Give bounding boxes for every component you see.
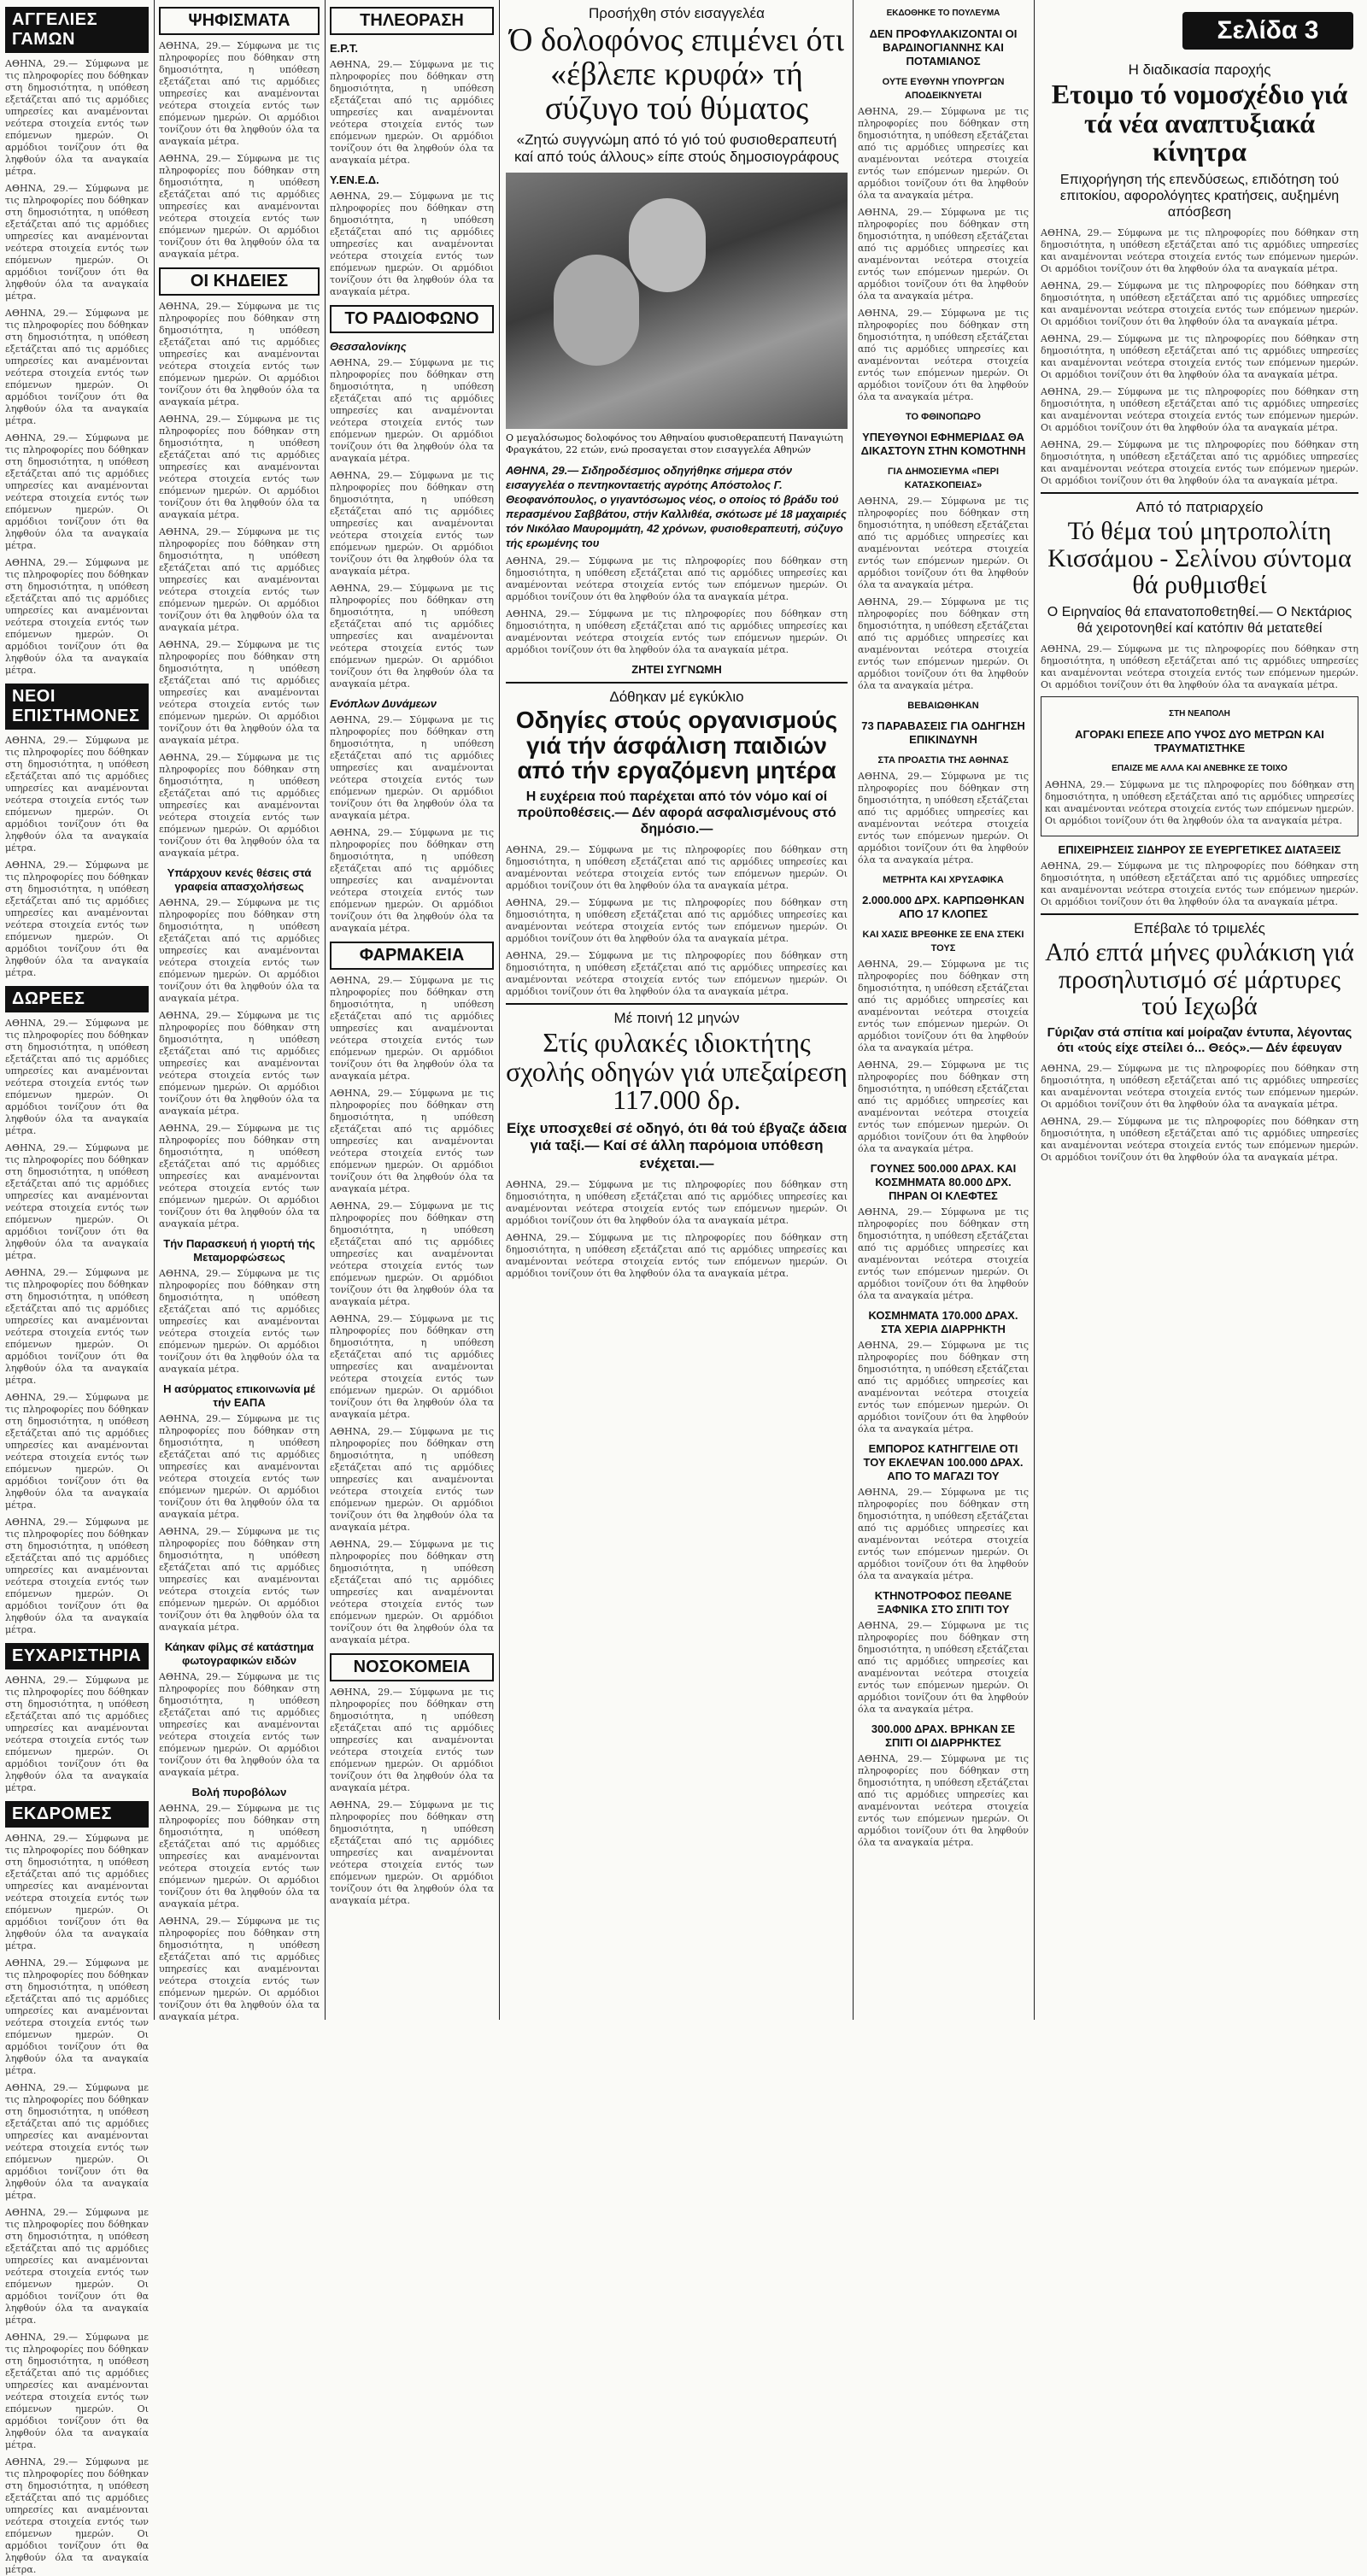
filler-text: ΑΘΗΝΑ, 29.— Σύμφωνα με τις πληροφορίες που δόθηκαν στη δημοσιότητα, η υπόθεση εξετάζεται από τις αρμόδιες υπηρεσίες και αναμένονται νεότερα στοιχεία εντός των επόμενων ημερών. Οι αρμόδιοι τονίζουν ότι θα ληφθούν όλα τα αναγκαία μέτρα. [5,1018,149,1136]
filler-text: ΑΘΗΝΑ, 29.— Σύμφωνα με τις πληροφορίες που δόθηκαν στη δημοσιότητα, η υπόθεση εξετάζεται από τις αρμόδιες υπηρεσίες και αναμένονται νεότερα στοιχεία εντός των επόμενων ημερών. Οι αρμόδιοι τονίζουν ότι θα ληφθούν όλα τα αναγκαία μέτρα. [1045,779,1354,827]
filler-text: ΑΘΗΝΑ, 29.— Σύμφωνα με τις πληροφορίες που δόθηκαν στη δημοσιότητα, η υπόθεση εξετάζεται από τις αρμόδιες υπηρεσίες και αναμένονται νεότερα στοιχεία εντός των επόμενων ημερών. Οι αρμόδιοι τονίζουν ότι θα ληφθούν όλα τα αναγκαία μέτρα. [5,432,149,551]
filler-text: ΑΘΗΝΑ, 29.— Σύμφωνα με τις πληροφορίες που δόθηκαν στη δημοσιότητα, η υπόθεση εξετάζεται από τις αρμόδιες υπηρεσίες και αναμένονται νεότερα στοιχεία εντός των επόμενων ημερών. Οι αρμόδιοι τονίζουν ότι θα ληφθούν όλα τα αναγκαία μέτρα. [858,1753,1029,1848]
story3-subhead: Είχε υποσχεθεί σέ οδηγό, ότι θά τού έβγαζε άδεια γιά ταξί.— Καί σέ άλλη παρόμοια υπόθεση ενέχεται.— [506,1119,848,1171]
section-rule [1041,913,1358,915]
brief4-subhead: ΚΑΙ ΧΑΣΙΣ ΒΡΕΘΗΚΕ ΣΕ ΕΝΑ ΣΤΕΚΙ ΤΟΥΣ [862,930,1024,954]
filler-text: ΑΘΗΝΑ, 29.— Σύμφωνα με τις πληροφορίες που δόθηκαν στη δημοσιότητα, η υπόθεση εξετάζεται από τις αρμόδιες υπηρεσίες και αναμένονται νεότερα στοιχεία εντός των επόμενων ημερών. Οι αρμόδιοι τονίζουν ότι θα ληφθούν όλα τα αναγκαία μέτρα. [5,860,149,978]
filler-text: ΑΘΗΝΑ, 29.— Σύμφωνα με τις πληροφορίες που δόθηκαν στη δημοσιότητα, η υπόθεση εξετάζεται από τις αρμόδιες υπηρεσίες και αναμένονται νεότερα στοιχεία εντός των επόμενων ημερών. Οι αρμόδιοι τονίζουν ότι θα ληφθούν όλα τα αναγκαία μέτρα. [506,897,848,945]
article-heading: Η ασύρματος επικοινωνία μέ τήν ΕΑΠΑ [163,1382,315,1409]
filler-text: ΑΘΗΝΑ, 29.— Σύμφωνα με τις πληροφορίες που δόθηκαν στη δημοσιότητα, η υπόθεση εξετάζεται από τις αρμόδιες υπηρεσίες και αναμένονται νεότερα στοιχεία εντός των επόμενων ημερών. Οι αρμόδιοι τονίζουν ότι θα ληφθούν όλα τα αναγκαία μέτρα. [5,1392,149,1511]
lead-photo [506,173,848,429]
page-number-badge: Σελίδα 3 [1182,12,1353,50]
filler-text: ΑΘΗΝΑ, 29.— Σύμφωνα με τις πληροφορίες που δόθηκαν στη δημοσιότητα, η υπόθεση εξετάζεται από τις αρμόδιες υπηρεσίες και αναμένονται νεότερα στοιχεία εντός των επόμενων ημερών. Οι αρμόδιοι τονίζουν ότι θα ληφθούν όλα τα αναγκαία μέτρα. [330,1799,494,1906]
column-divider [154,0,155,2020]
filler-text: ΑΘΗΝΑ, 29.— Σύμφωνα με τις πληροφορίες που δόθηκαν στη δημοσιότητα, η υπόθεση εξετάζεται από τις αρμόδιες υπηρεσίες και αναμένονται νεότερα στοιχεία εντός των επόμενων ημερών. Οι αρμόδιοι τονίζουν ότι θα ληφθούν όλα τα αναγκαία μέτρα. [330,1687,494,1793]
person-figure [629,198,706,292]
story3-kicker: Μέ ποινή 12 μηνών [613,1010,740,1027]
article-heading: Υπάρχουν κενές θέσεις στά γραφεία απασχολήσεως [167,866,312,893]
filler-text: ΑΘΗΝΑ, 29.— Σύμφωνα με τις πληροφορίες που δόθηκαν στη δημοσιότητα, η υπόθεση εξετάζεται από τις αρμόδιες υπηρεσίες και αναμένονται νεότερα στοιχεία εντός των επόμενων ημερών. Οι αρμόδιοι τονίζουν ότι θα ληφθούν όλα τα αναγκαία μέτρα. [506,950,848,998]
brief7-headline: ΕΜΠΟΡΟΣ ΚΑΤΗΓΓΕΙΛΕ ΟΤΙ ΤΟΥ ΕΚΛΕΨΑΝ 100.000 ΔΡΑΧ. ΑΠΟ ΤΟ ΜΑΓΑΖΙ ΤΟΥ [863,1442,1024,1482]
box-headline: ΑΓΟΡΑΚΙ ΕΠΕΣΕ ΑΠΟ ΥΨΟΣ ΔΥΟ ΜΕΤΡΩΝ ΚΑΙ ΤΡΑΥΜΑΤΙΣΤΗΚΕ [1075,728,1324,755]
filler-text: ΑΘΗΝΑ, 29.— Σύμφωνα με τις πληροφορίες που δόθηκαν στη δημοσιότητα, η υπόθεση εξετάζεται από τις αρμόδιες υπηρεσίες και αναμένονται νεότερα στοιχεία εντός των επόμενων ημερών. Οι αρμόδιοι τονίζουν ότι θα ληφθούν όλα τα αναγκαία μέτρα. [330,827,494,934]
television-heading: ΤΗΛΕΟΡΑΣΗ [330,7,494,35]
filler-text: ΑΘΗΝΑ, 29.— Σύμφωνα με τις πληροφορίες που δόθηκαν στη δημοσιότητα, η υπόθεση εξετάζεται από τις αρμόδιες υπηρεσίες και αναμένονται νεότερα στοιχεία εντός των επόμενων ημερών. Οι αρμόδιοι τονίζουν ότι θα ληφθούν όλα τα αναγκαία μέτρα. [858,106,1029,201]
story2-headline: Οδηγίες στούς οργανισμούς γιά τήν άσφάλιση παιδιών από τήν εργαζόμενη μητέρα [515,707,838,784]
filler-text: ΑΘΗΝΑ, 29.— Σύμφωνα με τις πληροφορίες που δόθηκαν στη δημοσιότητα, η υπόθεση εξετάζεται από τις αρμόδιες υπηρεσίες και αναμένονται νεότερα στοιχεία εντός των επόμενων ημερών. Οι αρμόδιοι τονίζουν ότι θα ληφθούν όλα τα αναγκαία μέτρα. [330,714,494,821]
brief6-headline: ΚΟΣΜΗΜΑΤΑ 170.000 ΔΡΑΧ. ΣΤΑ ΧΕΡΙΑ ΔΙΑΡΡΗΚΤΗ [868,1309,1018,1335]
filler-text: ΑΘΗΝΑ, 29.— Σύμφωνα με τις πληροφορίες που δόθηκαν στη δημοσιότητα, η υπόθεση εξετάζεται από τις αρμόδιες υπηρεσίες και αναμένονται νεότερα στοιχεία εντός των επόμενων ημερών. Οι αρμόδιοι τονίζουν ότι θα ληφθούν όλα τα αναγκαία μέτρα. [858,496,1029,590]
brief4-kicker: ΜΕΤΡΗΤΑ ΚΑΙ ΧΡΥΣΑΦΙΚΑ [883,875,1004,885]
thanks-heading: ΕΥΧΑΡΙΣΤΗΡΙΑ [5,1643,149,1669]
filler-text: ΑΘΗΝΑ, 29.— Σύμφωνα με τις πληροφορίες που δόθηκαν στη δημοσιότητα, η υπόθεση εξετάζεται από τις αρμόδιες υπηρεσίες και αναμένονται νεότερα στοιχεία εντός των επόμενων ημερών. Οι αρμόδιοι τονίζουν ότι θα ληφθούν όλα τα αναγκαία μέτρα. [1041,280,1358,328]
lead-headline: Ό δολοφόνος επιμένει ότι «έβλεπε κρυφά» τή σύζυγο τού θύματος [509,22,844,126]
filler-text: ΑΘΗΝΑ, 29.— Σύμφωνα με τις πληροφορίες που δόθηκαν στη δημοσιότητα, η υπόθεση εξετάζεται από τις αρμόδιες υπηρεσίες και αναμένονται νεότερα στοιχεία εντός των επόμενων ημερών. Οι αρμόδιοι τονίζουν ότι θα ληφθούν όλα τα αναγκαία μέτρα. [330,1088,494,1194]
filler-text: ΑΘΗΝΑ, 29.— Σύμφωνα με τις πληροφορίες που δόθηκαν στη δημοσιότητα, η υπόθεση εξετάζεται από τις αρμόδιες υπηρεσίες και αναμένονται νεότερα στοιχεία εντός των επόμενων ημερών. Οι αρμόδιοι τονίζουν ότι θα ληφθούν όλα τα αναγκαία μέτρα. [1041,1062,1358,1110]
brief8-headline: ΚΤΗΝΟΤΡΟΦΟΣ ΠΕΘΑΝΕ ΞΑΦΝΙΚΑ ΣΤΟ ΣΠΙΤΙ ΤΟΥ [874,1589,1012,1616]
filler-text: ΑΘΗΝΑ, 29.— Σύμφωνα με τις πληροφορίες που δόθηκαν στη δημοσιότητα, η υπόθεση εξετάζεται από τις αρμόδιες υπηρεσίες και αναμένονται νεότερα στοιχεία εντός των επόμενων ημερών. Οι αρμόδιοι τονίζουν ότι θα ληφθούν όλα τα αναγκαία μέτρα. [159,301,320,408]
filler-text: ΑΘΗΝΑ, 29.— Σύμφωνα με τις πληροφορίες που δόθηκαν στη δημοσιότητα, η υπόθεση εξετάζεται από τις αρμόδιες υπηρεσίες και αναμένονται νεότερα στοιχεία εντός των επόμενων ημερών. Οι αρμόδιοι τονίζουν ότι θα ληφθούν όλα τα αναγκαία μέτρα. [5,2456,149,2575]
filler-text: ΑΘΗΝΑ, 29.— Σύμφωνα με τις πληροφορίες που δόθηκαν στη δημοσιότητα, η υπόθεση εξετάζεται από τις αρμόδιες υπηρεσίες και αναμένονται νεότερα στοιχεία εντός των επόμενων ημερών. Οι αρμόδιοι τονίζουν ότι θα ληφθούν όλα τα αναγκαία μέτρα. [858,1620,1029,1715]
column-briefs [858,0,1029,2020]
filler-text: ΑΘΗΝΑ, 29.— Σύμφωνα με τις πληροφορίες που δόθηκαν στη δημοσιότητα, η υπόθεση εξετάζεται από τις αρμόδιες υπηρεσίες και αναμένονται νεότερα στοιχεία εντός των επόμενων ημερών. Οι αρμόδιοι τονίζουν ότι θα ληφθούν όλα τα αναγκαία μέτρα. [858,1487,1029,1581]
iron-enterprises-headline: ΕΠΙΧΕΙΡΗΣΕΙΣ ΣΙΔΗΡΟΥ ΣΕ ΕΥΕΡΓΕΤΙΚΕΣ ΔΙΑΤΑΞΕΙΣ [1058,843,1341,857]
photo-caption: Ο μεγαλόσωμος δολοφόνος του Αθηναίου φυσιοθεραπευτή Παναγιώτη Φραγκάτου, 22 ετών, ενώ προσαγεται στον εισαγγελέα Αθηνών [506,432,843,456]
right-story1-headline: Ετοιμο τό νομοσχέδιο γιά τά νέα αναπτυξιακά κίνητρα [1051,79,1348,167]
filler-text: ΑΘΗΝΑ, 29.— Σύμφωνα με τις πληροφορίες που δόθηκαν στη δημοσιότητα, η υπόθεση εξετάζεται από τις αρμόδιες υπηρεσίες και αναμένονται νεότερα στοιχεία εντός των επόμενων ημερών. Οι αρμόδιοι τονίζουν ότι θα ληφθούν όλα τα αναγκαία μέτρα. [159,1803,320,1910]
filler-text: ΑΘΗΝΑ, 29.— Σύμφωνα με τις πληροφορίες που δόθηκαν στη δημοσιότητα, η υπόθεση εξετάζεται από τις αρμόδιες υπηρεσίες και αναμένονται νεότερα στοιχεία εντός των επόμενων ημερών. Οι αρμόδιοι τονίζουν ότι θα ληφθούν όλα τα αναγκαία μέτρα. [1041,439,1358,487]
brief9-headline: 300.000 ΔΡΑΧ. ΒΡΗΚΑΝ ΣΕ ΣΠΙΤΙ ΟΙ ΔΙΑΡΡΗΚΤΕΣ [871,1722,1016,1749]
filler-text: ΑΘΗΝΑ, 29.— Σύμφωνα με τις πληροφορίες που δόθηκαν στη δημοσιότητα, η υπόθεση εξετάζεται από τις αρμόδιες υπηρεσίες και αναμένονται νεότερα στοιχεία εντός των επόμενων ημερών. Οι αρμόδιοι τονίζουν ότι θα ληφθούν όλα τα αναγκαία μέτρα. [5,308,149,426]
filler-text: ΑΘΗΝΑ, 29.— Σύμφωνα με τις πληροφορίες που δόθηκαν στη δημοσιότητα, η υπόθεση εξετάζεται από τις αρμόδιες υπηρεσίες και αναμένονται νεότερα στοιχεία εντός των επόμενων ημερών. Οι αρμόδιοι τονίζουν ότι θα ληφθούν όλα τα αναγκαία μέτρα. [506,844,848,892]
brief1-subhead: ΟΥΤΕ ΕΥΘΥΝΗ ΥΠΟΥΡΓΩΝ ΑΠΟΔΕΙΚΝΥΕΤΑΙ [882,77,1005,101]
article-heading: Τήν Παρασκευή ή γιορτή τής Μεταμορφώσεως [163,1237,315,1264]
column-divider [325,0,326,2020]
filler-text: ΑΘΗΝΑ, 29.— Σύμφωνα με τις πληροφορίες που δόθηκαν στη δημοσιότητα, η υπόθεση εξετάζεται από τις αρμόδιες υπηρεσίες και αναμένονται νεότερα στοιχεία εντός των επόμενων ημερών. Οι αρμόδιοι τονίζουν ότι θα ληφθούν όλα τα αναγκαία μέτρα. [5,1957,149,2076]
filler-text: ΑΘΗΝΑ, 29.— Σύμφωνα με τις πληροφορίες που δόθηκαν στη δημοσιότητα, η υπόθεση εξετάζεται από τις αρμόδιες υπηρεσίες και αναμένονται νεότερα στοιχεία εντός των επόμενων ημερών. Οι αρμόδιοι τονίζουν ότι θα ληφθούν όλα τα αναγκαία μέτρα. [5,1833,149,1951]
right-story2-kicker: Από τό πατριαρχείο [1135,499,1264,516]
article-heading: Βολή πυροβόλων [191,1786,287,1799]
box-subhead: ΕΠΑΙΖΕ ΜΕ ΑΛΛΑ ΚΑΙ ΑΝΕΒΗΚΕ ΣΕ ΤΟΙΧΟ [1112,764,1288,774]
tv-channel-label: Ε.Ρ.Τ. [330,42,359,55]
brief2-headline: ΥΠΕΥΘΥΝΟΙ ΕΦΗΜΕΡΙΔΑΣ ΘΑ ΔΙΚΑΣΤΟΥΝ ΣΤΗΝ ΚΟΜΟΤΗΝΗ [860,431,1026,457]
section-rule [506,682,848,684]
filler-text: ΑΘΗΝΑ, 29.— Σύμφωνα με τις πληροφορίες που δόθηκαν στη δημοσιότητα, η υπόθεση εξετάζεται από τις αρμόδιες υπηρεσίες και αναμένονται νεότερα στοιχεία εντός των επόμενων ημερών. Οι αρμόδιοι τονίζουν ότι θα ληφθούν όλα τα αναγκαία μέτρα. [5,183,149,302]
radio-station-label: Ενόπλων Δυνάμεων [330,697,437,710]
filler-text: ΑΘΗΝΑ, 29.— Σύμφωνα με τις πληροφορίες που δόθηκαν στη δημοσιότητα, η υπόθεση εξετάζεται από τις αρμόδιες υπηρεσίες και αναμένονται νεότερα στοιχεία εντός των επόμενων ημερών. Οι αρμόδιοι τονίζουν ότι θα ληφθούν όλα τα αναγκαία μέτρα. [858,308,1029,402]
filler-text: ΑΘΗΝΑ, 29.— Σύμφωνα με τις πληροφορίες που δόθηκαν στη δημοσιότητα, η υπόθεση εξετάζεται από τις αρμόδιες υπηρεσίες και αναμένονται νεότερα στοιχεία εντός των επόμενων ημερών. Οι αρμόδιοι τονίζουν ότι θα ληφθούν όλα τα αναγκαία μέτρα. [858,1059,1029,1154]
lead-kicker: Προσήχθη στόν εισαγγελέα [589,5,765,21]
brief3-headline: 73 ΠΑΡΑΒΑΣΕΙΣ ΓΙΑ ΟΔΗΓΗΣΗ ΕΠΙΚΙΝΔΥΝΗ [861,719,1025,746]
filler-text: ΑΘΗΝΑ, 29.— Σύμφωνα με τις πληροφορίες που δόθηκαν στη δημοσιότητα, η υπόθεση εξετάζεται από τις αρμόδιες υπηρεσίες και αναμένονται νεότερα στοιχεία εντός των επόμενων ημερών. Οι αρμόδιοι τονίζουν ότι θα ληφθούν όλα τα αναγκαία μέτρα. [1041,333,1358,381]
filler-text: ΑΘΗΝΑ, 29.— Σύμφωνα με τις πληροφορίες που δόθηκαν στη δημοσιότητα, η υπόθεση εξετάζεται από τις αρμόδιες υπηρεσίες και αναμένονται νεότερα στοιχεία εντός των επόμενων ημερών. Οι αρμόδιοι τονίζουν ότι θα ληφθούν όλα τα αναγκαία μέτρα. [330,357,494,464]
filler-text: ΑΘΗΝΑ, 29.— Σύμφωνα με τις πληροφορίες που δόθηκαν στη δημοσιότητα, η υπόθεση εξετάζεται από τις αρμόδιες υπηρεσίες και αναμένονται νεότερα στοιχεία εντός των επόμενων ημερών. Οι αρμόδιοι τονίζουν ότι θα ληφθούν όλα τα αναγκαία μέτρα. [1041,227,1358,275]
right-story1-kicker: Η διαδικασία παροχής [1128,62,1271,78]
filler-text: ΑΘΗΝΑ, 29.— Σύμφωνα με τις πληροφορίες που δόθηκαν στη δημοσιότητα, η υπόθεση εξετάζεται από τις αρμόδιες υπηρεσίες και αναμένονται νεότερα στοιχεία εντός των επόμενων ημερών. Οι αρμόδιοι τονίζουν ότι θα ληφθούν όλα τα αναγκαία μέτρα. [5,1267,149,1386]
radio-heading: ΤΟ ΡΑΔΙΟΦΩΝΟ [330,305,494,333]
column-listings [330,0,494,2020]
column-divider [1034,0,1035,2020]
filler-text: ΑΘΗΝΑ, 29.— Σύμφωνα με τις πληροφορίες που δόθηκαν στη δημοσιότητα, η υπόθεση εξετάζεται από τις αρμόδιες υπηρεσίες και αναμένονται νεότερα στοιχεία εντός των επόμενων ημερών. Οι αρμόδιοι τονίζουν ότι θα ληφθούν όλα τα αναγκαία μέτρα. [5,1675,149,1793]
brief1-kicker: ΕΚΔΟΘΗΚΕ ΤΟ ΠΟΥΛΕΥΜΑ [886,9,1000,18]
article-heading: Κάηκαν φίλμς σέ κατάστημα φωτογραφικών ειδών [164,1640,314,1667]
filler-text: ΑΘΗΝΑ, 29.— Σύμφωνα με τις πληροφορίες που δόθηκαν στη δημοσιότητα, η υπόθεση εξετάζεται από τις αρμόδιες υπηρεσίες και αναμένονται νεότερα στοιχεία εντός των επόμενων ημερών. Οι αρμόδιοι τονίζουν ότι θα ληφθούν όλα τα αναγκαία μέτρα. [858,959,1029,1053]
right-story3-headline: Από επτά μήνες φυλάκιση γιά προσηλυτισμό σέ μάρτυρες τού Ιεχωβά [1045,938,1354,1021]
filler-text: ΑΘΗΝΑ, 29.— Σύμφωνα με τις πληροφορίες που δόθηκαν στη δημοσιότητα, η υπόθεση εξετάζεται από τις αρμόδιες υπηρεσίες και αναμένονται νεότερα στοιχεία εντός των επόμενων ημερών. Οι αρμόδιοι τονίζουν ότι θα ληφθούν όλα τα αναγκαία μέτρα. [5,2332,149,2450]
column-right-stories [1041,56,1358,2020]
neapoli-box [1041,696,1358,836]
filler-text: ΑΘΗΝΑ, 29.— Σύμφωνα με τις πληροφορίες που δόθηκαν στη δημοσιότητα, η υπόθεση εξετάζεται από τις αρμόδιες υπηρεσίες και αναμένονται νεότερα στοιχεία εντός των επόμενων ημερών. Οι αρμόδιοι τονίζουν ότι θα ληφθούν όλα τα αναγκαία μέτρα. [1041,860,1358,908]
filler-text: ΑΘΗΝΑ, 29.— Σύμφωνα με τις πληροφορίες που δόθηκαν στη δημοσιότητα, η υπόθεση εξετάζεται από τις αρμόδιες υπηρεσίες και αναμένονται νεότερα στοιχεία εντός των επόμενων ημερών. Οι αρμόδιοι τονίζουν ότι θα ληφθούν όλα τα αναγκαία μέτρα. [159,153,320,260]
filler-text: ΑΘΗΝΑ, 29.— Σύμφωνα με τις πληροφορίες που δόθηκαν στη δημοσιότητα, η υπόθεση εξετάζεται από τις αρμόδιες υπηρεσίες και αναμένονται νεότερα στοιχεία εντός των επόμενων ημερών. Οι αρμόδιοι τονίζουν ότι θα ληφθούν όλα τα αναγκαία μέτρα. [159,414,320,520]
filler-text: ΑΘΗΝΑ, 29.— Σύμφωνα με τις πληροφορίες που δόθηκαν στη δημοσιότητα, η υπόθεση εξετάζεται από τις αρμόδιες υπηρεσίες και αναμένονται νεότερα στοιχεία εντός των επόμενων ημερών. Οι αρμόδιοι τονίζουν ότι θα ληφθούν όλα τα αναγκαία μέτρα. [506,608,848,656]
tv-channel-label: Υ.ΕΝ.Ε.Δ. [330,173,379,186]
filler-text: ΑΘΗΝΑ, 29.— Σύμφωνα με τις πληροφορίες που δόθηκαν στη δημοσιότητα, η υπόθεση εξετάζεται από τις αρμόδιες υπηρεσίες και αναμένονται νεότερα στοιχεία εντός των επόμενων ημερών. Οι αρμόδιοι τονίζουν ότι θα ληφθούν όλα τα αναγκαία μέτρα. [5,2207,149,2326]
right-story1-subhead: Επιχορήγηση τής επενδύσεως, επιδότηση τού επιτοκίου, αφορολόγητες κρατήσεις, αυξημένη απόσβεση [1059,172,1340,220]
column-notices [159,0,320,2020]
marriage-announcements-heading: ΑΓΓΕΛΙΕΣ ΓΑΜΩΝ [5,7,149,53]
filler-text: ΑΘΗΝΑ, 29.— Σύμφωνα με τις πληροφορίες που δόθηκαν στη δημοσιότητα, η υπόθεση εξετάζεται από τις αρμόδιες υπηρεσίες και αναμένονται νεότερα στοιχεία εντός των επόμενων ημερών. Οι αρμόδιοι τονίζουν ότι θα ληφθούν όλα τα αναγκαία μέτρα. [858,1206,1029,1301]
filler-text: ΑΘΗΝΑ, 29.— Σύμφωνα με τις πληροφορίες που δόθηκαν στη δημοσιότητα, η υπόθεση εξετάζεται από τις αρμόδιες υπηρεσίες και αναμένονται νεότερα στοιχεία εντός των επόμενων ημερών. Οι αρμόδιοι τονίζουν ότι θα ληφθούν όλα τα αναγκαία μέτρα. [330,191,494,297]
column-announcements [5,0,149,2575]
filler-text: ΑΘΗΝΑ, 29.— Σύμφωνα με τις πληροφορίες που δόθηκαν στη δημοσιότητα, η υπόθεση εξετάζεται από τις αρμόδιες υπηρεσίες και αναμένονται νεότερα στοιχεία εντός των επόμενων ημερών. Οι αρμόδιοι τονίζουν ότι θα ληφθούν όλα τα αναγκαία μέτρα. [330,1539,494,1646]
brief3-subhead: ΣΤΑ ΠΡΟΑΣΤΙΑ ΤΗΣ ΑΘΗΝΑΣ [877,755,1009,766]
new-scientists-heading: ΝΕΟΙ ΕΠΙΣΤΗΜΟΝΕΣ [5,684,149,730]
filler-text: ΑΘΗΝΑ, 29.— Σύμφωνα με τις πληροφορίες που δόθηκαν στη δημοσιότητα, η υπόθεση εξετάζεται από τις αρμόδιες υπηρεσίες και αναμένονται νεότερα στοιχεία εντός των επόμενων ημερών. Οι αρμόδιοι τονίζουν ότι θα ληφθούν όλα τα αναγκαία μέτρα. [159,1413,320,1520]
apology-subheading: ΖΗΤΕΙ ΣΥΓΝΩΜΗ [631,663,722,677]
filler-text: ΑΘΗΝΑ, 29.— Σύμφωνα με τις πληροφορίες που δόθηκαν στη δημοσιότητα, η υπόθεση εξετάζεται από τις αρμόδιες υπηρεσίες και αναμένονται νεότερα στοιχεία εντός των επόμενων ημερών. Οι αρμόδιοι τονίζουν ότι θα ληφθούν όλα τα αναγκαία μέτρα. [5,1517,149,1635]
filler-text: ΑΘΗΝΑ, 29.— Σύμφωνα με τις πληροφορίες που δόθηκαν στη δημοσιότητα, η υπόθεση εξετάζεται από τις αρμόδιες υπηρεσίες και αναμένονται νεότερα στοιχεία εντός των επόμενων ημερών. Οι αρμόδιοι τονίζουν ότι θα ληφθούν όλα τα αναγκαία μέτρα. [5,557,149,676]
pharmacies-heading: ΦΑΡΜΑΚΕΙΑ [330,942,494,970]
funerals-heading: ΟΙ ΚΗΔΕΙΕΣ [159,267,320,296]
filler-text: ΑΘΗΝΑ, 29.— Σύμφωνα με τις πληροφορίες που δόθηκαν στη δημοσιότητα, η υπόθεση εξετάζεται από τις αρμόδιες υπηρεσίες και αναμένονται νεότερα στοιχεία εντός των επόμενων ημερών. Οι αρμόδιοι τονίζουν ότι θα ληφθούν όλα τα αναγκαία μέτρα. [858,207,1029,302]
filler-text: ΑΘΗΝΑ, 29.— Σύμφωνα με τις πληροφορίες που δόθηκαν στη δημοσιότητα, η υπόθεση εξετάζεται από τις αρμόδιες υπηρεσίες και αναμένονται νεότερα στοιχεία εντός των επόμενων ημερών. Οι αρμόδιοι τονίζουν ότι θα ληφθούν όλα τα αναγκαία μέτρα. [330,470,494,577]
right-story2-headline: Τό θέμα τού μητροπολίτη Κισσάμου - Σελίνου σύντομα θά ρυθμισθεί [1047,517,1352,600]
filler-text: ΑΘΗΝΑ, 29.— Σύμφωνα με τις πληροφορίες που δόθηκαν στη δημοσιότητα, η υπόθεση εξετάζεται από τις αρμόδιες υπηρεσίες και αναμένονται νεότερα στοιχεία εντός των επόμενων ημερών. Οι αρμόδιοι τονίζουν ότι θα ληφθούν όλα τα αναγκαία μέτρα. [858,771,1029,866]
right-story3-kicker: Επέβαλε τό τριμελές [1134,920,1265,937]
filler-text: ΑΘΗΝΑ, 29.— Σύμφωνα με τις πληροφορίες που δόθηκαν στη δημοσιότητα, η υπόθεση εξετάζεται από τις αρμόδιες υπηρεσίες και αναμένονται νεότερα στοιχεία εντός των επόμενων ημερών. Οι αρμόδιοι τονίζουν ότι θα ληφθούν όλα τα αναγκαία μέτρα. [1041,643,1358,691]
filler-text: ΑΘΗΝΑ, 29.— Σύμφωνα με τις πληροφορίες που δόθηκαν στη δημοσιότητα, η υπόθεση εξετάζεται από τις αρμόδιες υπηρεσίες και αναμένονται νεότερα στοιχεία εντός των επόμενων ημερών. Οι αρμόδιοι τονίζουν ότι θα ληφθούν όλα τα αναγκαία μέτρα. [506,1232,848,1280]
filler-text: ΑΘΗΝΑ, 29.— Σύμφωνα με τις πληροφορίες που δόθηκαν στη δημοσιότητα, η υπόθεση εξετάζεται από τις αρμόδιες υπηρεσίες και αναμένονται νεότερα στοιχεία εντός των επόμενων ημερών. Οι αρμόδιοι τονίζουν ότι θα ληφθούν όλα τα αναγκαία μέτρα. [1041,386,1358,434]
resolutions-heading: ΨΗΦΙΣΜΑΤΑ [159,7,320,35]
excursions-heading: ΕΚΔΡΟΜΕΣ [5,1801,149,1828]
box-kicker: ΣΤΗ ΝΕΑΠΟΛΗ [1169,709,1230,719]
right-story2-subhead: Ο Ειρηναίος θά επανατοποθετηθεί.— Ο Νεκτάριος θά χειροτονηθεί καί κατόπιν θά μετατεθεί [1047,604,1352,637]
filler-text: ΑΘΗΝΑ, 29.— Σύμφωνα με τις πληροφορίες που δόθηκαν στη δημοσιότητα, η υπόθεση εξετάζεται από τις αρμόδιες υπηρεσίες και αναμένονται νεότερα στοιχεία εντός των επόμενων ημερών. Οι αρμόδιοι τονίζουν ότι θα ληφθούν όλα τα αναγκαία μέτρα. [5,735,149,854]
filler-text: ΑΘΗΝΑ, 29.— Σύμφωνα με τις πληροφορίες που δόθηκαν στη δημοσιότητα, η υπόθεση εξετάζεται από τις αρμόδιες υπηρεσίες και αναμένονται νεότερα στοιχεία εντός των επόμενων ημερών. Οι αρμόδιοι τονίζουν ότι θα ληφθούν όλα τα αναγκαία μέτρα. [506,1179,848,1227]
section-rule [506,1003,848,1005]
filler-text: ΑΘΗΝΑ, 29.— Σύμφωνα με τις πληροφορίες που δόθηκαν στη δημοσιότητα, η υπόθεση εξετάζεται από τις αρμόδιες υπηρεσίες και αναμένονται νεότερα στοιχεία εντός των επόμενων ημερών. Οι αρμόδιοι τονίζουν ότι θα ληφθούν όλα τα αναγκαία μέτρα. [159,1010,320,1117]
filler-text: ΑΘΗΝΑ, 29.— Σύμφωνα με τις πληροφορίες που δόθηκαν στη δημοσιότητα, η υπόθεση εξετάζεται από τις αρμόδιες υπηρεσίες και αναμένονται νεότερα στοιχεία εντός των επόμενων ημερών. Οι αρμόδιοι τονίζουν ότι θα ληφθούν όλα τα αναγκαία μέτρα. [330,975,494,1082]
filler-text: ΑΘΗΝΑ, 29.— Σύμφωνα με τις πληροφορίες που δόθηκαν στη δημοσιότητα, η υπόθεση εξετάζεται από τις αρμόδιες υπηρεσίες και αναμένονται νεότερα στοιχεία εντός των επόμενων ημερών. Οι αρμόδιοι τονίζουν ότι θα ληφθούν όλα τα αναγκαία μέτρα. [159,1123,320,1229]
brief5-headline: ΓΟΥΝΕΣ 500.000 ΔΡΑΧ. ΚΑΙ ΚΟΣΜΗΜΑΤΑ 80.000 ΔΡΧ. ΠΗΡΑΝ ΟΙ ΚΛΕΦΤΕΣ [870,1162,1017,1202]
radio-station-label: Θεσσαλονίκης [330,340,407,353]
filler-text: ΑΘΗΝΑ, 29.— Σύμφωνα με τις πληροφορίες που δόθηκαν στη δημοσιότητα, η υπόθεση εξετάζεται από τις αρμόδιες υπηρεσίες και αναμένονται νεότερα στοιχεία εντός των επόμενων ημερών. Οι αρμόδιοι τονίζουν ότι θα ληφθούν όλα τα αναγκαία μέτρα. [159,639,320,746]
donations-heading: ΔΩΡΕΕΣ [5,986,149,1012]
filler-text: ΑΘΗΝΑ, 29.— Σύμφωνα με τις πληροφορίες που δόθηκαν στη δημοσιότητα, η υπόθεση εξετάζεται από τις αρμόδιες υπηρεσίες και αναμένονται νεότερα στοιχεία εντός των επόμενων ημερών. Οι αρμόδιοι τονίζουν ότι θα ληφθούν όλα τα αναγκαία μέτρα. [330,583,494,689]
filler-text: ΑΘΗΝΑ, 29.— Σύμφωνα με τις πληροφορίες που δόθηκαν στη δημοσιότητα, η υπόθεση εξετάζεται από τις αρμόδιες υπηρεσίες και αναμένονται νεότερα στοιχεία εντός των επόμενων ημερών. Οι αρμόδιοι τονίζουν ότι θα ληφθούν όλα τα αναγκαία μέτρα. [159,1526,320,1633]
filler-text: ΑΘΗΝΑ, 29.— Σύμφωνα με τις πληροφορίες που δόθηκαν στη δημοσιότητα, η υπόθεση εξετάζεται από τις αρμόδιες υπηρεσίες και αναμένονται νεότερα στοιχεία εντός των επόμενων ημερών. Οι αρμόδιοι τονίζουν ότι θα ληφθούν όλα τα αναγκαία μέτρα. [159,40,320,147]
lead-paragraph: ΑΘΗΝΑ, 29.— Σιδηροδέσμιος οδηγήθηκε σήμερα στόν εισαγγελέα ο πεντηκονταετής αγρότης Απόστολος Γ. Θεοφανόπουλος, ο γιγαντόσωμος νέος, ο οποίος τό βράδυ τού περασμένου Σαββάτου, στήν Καλλιθέα, σκότωσε μέ 18 μαχαιριές τόν Νικόλαο Μαυρομμάτη, 42 χρόνων, φυσιοθεραπευτή, σύζυγο τής ερωμένης του [506,464,847,550]
filler-text: ΑΘΗΝΑ, 29.— Σύμφωνα με τις πληροφορίες που δόθηκαν στη δημοσιότητα, η υπόθεση εξετάζεται από τις αρμόδιες υπηρεσίες και αναμένονται νεότερα στοιχεία εντός των επόμενων ημερών. Οι αρμόδιοι τονίζουν ότι θα ληφθούν όλα τα αναγκαία μέτρα. [330,59,494,166]
filler-text: ΑΘΗΝΑ, 29.— Σύμφωνα με τις πληροφορίες που δόθηκαν στη δημοσιότητα, η υπόθεση εξετάζεται από τις αρμόδιες υπηρεσίες και αναμένονται νεότερα στοιχεία εντός των επόμενων ημερών. Οι αρμόδιοι τονίζουν ότι θα ληφθούν όλα τα αναγκαία μέτρα. [5,2082,149,2201]
filler-text: ΑΘΗΝΑ, 29.— Σύμφωνα με τις πληροφορίες που δόθηκαν στη δημοσιότητα, η υπόθεση εξετάζεται από τις αρμόδιες υπηρεσίες και αναμένονται νεότερα στοιχεία εντός των επόμενων ημερών. Οι αρμόδιοι τονίζουν ότι θα ληφθούν όλα τα αναγκαία μέτρα. [1041,1115,1358,1163]
filler-text: ΑΘΗΝΑ, 29.— Σύμφωνα με τις πληροφορίες που δόθηκαν στη δημοσιότητα, η υπόθεση εξετάζεται από τις αρμόδιες υπηρεσίες και αναμένονται νεότερα στοιχεία εντός των επόμενων ημερών. Οι αρμόδιοι τονίζουν ότι θα ληφθούν όλα τα αναγκαία μέτρα. [330,1313,494,1420]
lead-subhead: «Ζητώ συγγνώμη από τό γιό τού φυσιοθεραπευτή καί από τούς άλλους» είπε στούς δημοσιογράφους [513,131,840,166]
brief1-headline: ΔΕΝ ΠΡΟΦΥΛΑΚΙΖΟΝΤΑΙ ΟΙ ΒΑΡΔΙΝΟΓΙΑΝΝΗΣ ΚΑΙ ΠΟΤΑΜΙΑΝΟΣ [869,27,1018,67]
filler-text: ΑΘΗΝΑ, 29.— Σύμφωνα με τις πληροφορίες που δόθηκαν στη δημοσιότητα, η υπόθεση εξετάζεται από τις αρμόδιες υπηρεσίες και αναμένονται νεότερα στοιχεία εντός των επόμενων ημερών. Οι αρμόδιοι τονίζουν ότι θα ληφθούν όλα τα αναγκαία μέτρα. [330,1426,494,1533]
filler-text: ΑΘΗΝΑ, 29.— Σύμφωνα με τις πληροφορίες που δόθηκαν στη δημοσιότητα, η υπόθεση εξετάζεται από τις αρμόδιες υπηρεσίες και αναμένονται νεότερα στοιχεία εντός των επόμενων ημερών. Οι αρμόδιοι τονίζουν ότι θα ληφθούν όλα τα αναγκαία μέτρα. [159,897,320,1004]
filler-text: ΑΘΗΝΑ, 29.— Σύμφωνα με τις πληροφορίες που δόθηκαν στη δημοσιότητα, η υπόθεση εξετάζεται από τις αρμόδιες υπηρεσίες και αναμένονται νεότερα στοιχεία εντός των επόμενων ημερών. Οι αρμόδιοι τονίζουν ότι θα ληφθούν όλα τα αναγκαία μέτρα. [5,1142,149,1261]
filler-text: ΑΘΗΝΑ, 29.— Σύμφωνα με τις πληροφορίες που δόθηκαν στη δημοσιότητα, η υπόθεση εξετάζεται από τις αρμόδιες υπηρεσίες και αναμένονται νεότερα στοιχεία εντός των επόμενων ημερών. Οι αρμόδιοι τονίζουν ότι θα ληφθούν όλα τα αναγκαία μέτρα. [330,1200,494,1307]
filler-text: ΑΘΗΝΑ, 29.— Σύμφωνα με τις πληροφορίες που δόθηκαν στη δημοσιότητα, η υπόθεση εξετάζεται από τις αρμόδιες υπηρεσίες και αναμένονται νεότερα στοιχεία εντός των επόμενων ημερών. Οι αρμόδιοι τονίζουν ότι θα ληφθούν όλα τα αναγκαία μέτρα. [159,526,320,633]
brief3-kicker: ΒΕΒΑΙΩΘΗΚΑΝ [907,701,979,711]
filler-text: ΑΘΗΝΑ, 29.— Σύμφωνα με τις πληροφορίες που δόθηκαν στη δημοσιότητα, η υπόθεση εξετάζεται από τις αρμόδιες υπηρεσίες και αναμένονται νεότερα στοιχεία εντός των επόμενων ημερών. Οι αρμόδιοι τονίζουν ότι θα ληφθούν όλα τα αναγκαία μέτρα. [858,1340,1029,1435]
column-divider [853,0,854,2020]
brief4-headline: 2.000.000 ΔΡΧ. ΚΑΡΠΩΘΗΚΑΝ ΑΠΟ 17 ΚΛΟΠΕΣ [862,894,1024,920]
brief2-subhead: ΓΙΑ ΔΗΜΟΣΙΕΥΜΑ «ΠΕΡΙ ΚΑΤΑΣΚΟΠΕΙΑΣ» [887,466,1000,490]
filler-text: ΑΘΗΝΑ, 29.— Σύμφωνα με τις πληροφορίες που δόθηκαν στη δημοσιότητα, η υπόθεση εξετάζεται από τις αρμόδιες υπηρεσίες και αναμένονται νεότερα στοιχεία εντός των επόμενων ημερών. Οι αρμόδιοι τονίζουν ότι θα ληφθούν όλα τα αναγκαία μέτρα. [159,752,320,859]
hospitals-heading: ΝΟΣΟΚΟΜΕΙΑ [330,1653,494,1681]
brief2-kicker: ΤΟ ΦΘΙΝΟΠΩΡΟ [906,412,981,422]
filler-text: ΑΘΗΝΑ, 29.— Σύμφωνα με τις πληροφορίες που δόθηκαν στη δημοσιότητα, η υπόθεση εξετάζεται από τις αρμόδιες υπηρεσίες και αναμένονται νεότερα στοιχεία εντός των επόμενων ημερών. Οι αρμόδιοι τονίζουν ότι θα ληφθούν όλα τα αναγκαία μέτρα. [5,58,149,177]
filler-text: ΑΘΗΝΑ, 29.— Σύμφωνα με τις πληροφορίες που δόθηκαν στη δημοσιότητα, η υπόθεση εξετάζεται από τις αρμόδιες υπηρεσίες και αναμένονται νεότερα στοιχεία εντός των επόμενων ημερών. Οι αρμόδιοι τονίζουν ότι θα ληφθούν όλα τα αναγκαία μέτρα. [159,1671,320,1778]
story2-kicker: Δόθηκαν μέ εγκύκλιο [609,689,744,706]
column-divider [499,0,500,2020]
filler-text: ΑΘΗΝΑ, 29.— Σύμφωνα με τις πληροφορίες που δόθηκαν στη δημοσιότητα, η υπόθεση εξετάζεται από τις αρμόδιες υπηρεσίες και αναμένονται νεότερα στοιχεία εντός των επόμενων ημερών. Οι αρμόδιοι τονίζουν ότι θα ληφθούν όλα τα αναγκαία μέτρα. [858,596,1029,691]
filler-text: ΑΘΗΝΑ, 29.— Σύμφωνα με τις πληροφορίες που δόθηκαν στη δημοσιότητα, η υπόθεση εξετάζεται από τις αρμόδιες υπηρεσίες και αναμένονται νεότερα στοιχεία εντός των επόμενων ημερών. Οι αρμόδιοι τονίζουν ότι θα ληφθούν όλα τα αναγκαία μέτρα. [506,555,848,603]
person-figure [554,255,639,366]
filler-text: ΑΘΗΝΑ, 29.— Σύμφωνα με τις πληροφορίες που δόθηκαν στη δημοσιότητα, η υπόθεση εξετάζεται από τις αρμόδιες υπηρεσίες και αναμένονται νεότερα στοιχεία εντός των επόμενων ημερών. Οι αρμόδιοι τονίζουν ότι θα ληφθούν όλα τα αναγκαία μέτρα. [159,1916,320,2022]
section-rule [1041,492,1358,494]
column-lead-story [506,0,848,2020]
story3-headline: Στίς φυλακές ιδιοκτήτης σχολής οδηγών γιά υπεξαίρεση 117.000 δρ. [506,1027,848,1116]
story2-subhead: Η ευχέρεια πού παρέχεται από τόν νόμο καί οί προϋποθέσεις.— Δέν αφορά ασφαλισμένους στό δημόσιο.— [517,789,836,836]
filler-text: ΑΘΗΝΑ, 29.— Σύμφωνα με τις πληροφορίες που δόθηκαν στη δημοσιότητα, η υπόθεση εξετάζεται από τις αρμόδιες υπηρεσίες και αναμένονται νεότερα στοιχεία εντός των επόμενων ημερών. Οι αρμόδιοι τονίζουν ότι θα ληφθούν όλα τα αναγκαία μέτρα. [159,1268,320,1375]
right-story3-subhead: Γύριζαν στά σπίτια καί μοίραζαν έντυπα, λέγοντας ότι «τούς είχε στείλει ό... Θεός».— Δέν έφευγαν [1047,1024,1352,1055]
